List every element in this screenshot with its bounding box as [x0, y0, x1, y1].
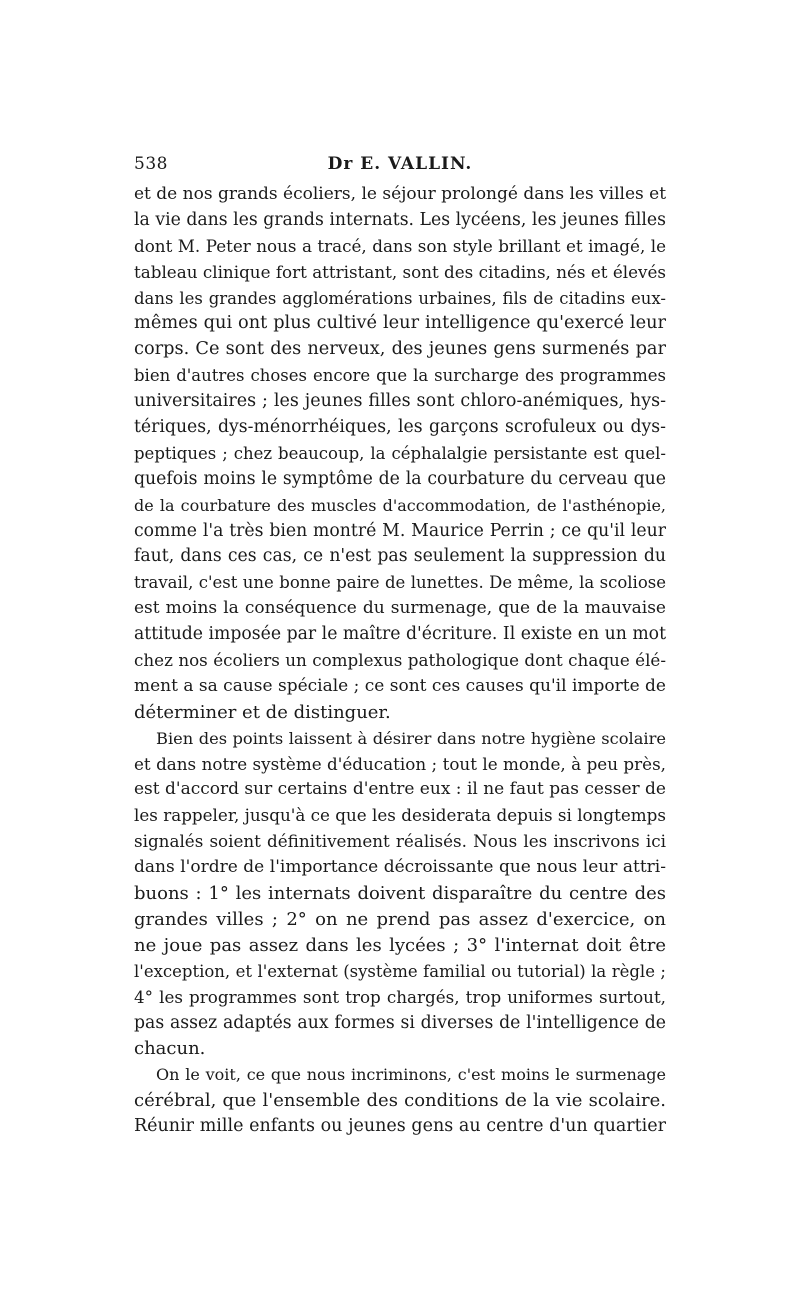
text-line: comme l'a très bien montré M. Maurice Perrin ; ce qu'il leur	[134, 520, 666, 541]
text-line: de la courbature des muscles d'accommodation, de l'asthénopie,	[134, 495, 666, 515]
text-line: faut, dans ces cas, ce n'est pas seulement la suppression du	[134, 546, 666, 567]
text-line: grandes villes ; 2° on ne prend pas assez d'exercice, on	[134, 908, 666, 930]
text-line: peptiques ; chez beaucoup, la céphalalgie persistante est quel-	[134, 443, 666, 463]
text-line: Réunir mille enfants ou jeunes gens au centre d'un quartier	[134, 1116, 666, 1137]
text-line: ment a sa cause spéciale ; ce sont ces causes qu'il importe de	[134, 675, 666, 696]
text-line: tableau clinique fort attristant, sont des citadins, nés et élevés	[134, 261, 666, 282]
text-line: l'exception, et l'externat (système familial ou tutorial) la règle ;	[134, 961, 666, 981]
text-line: universitaires ; les jeunes filles sont chloro-anémiques, hys-	[134, 391, 666, 412]
text-line: bien d'autres choses encore que la surcharge des programmes	[134, 366, 666, 386]
paragraph-end-line: chacun.	[134, 1038, 206, 1060]
text-line: est moins la conséquence du surmenage, que de la mauvaise	[134, 598, 666, 619]
running-title: Dr E. VALLIN.	[327, 154, 473, 174]
text-line: 4° les programmes sont trop chargés, trop uniformes surtout,	[134, 986, 666, 1007]
text-line: les rappeler, jusqu'à ce que les desiderata depuis si longtemps	[134, 805, 666, 826]
text-line: mêmes qui ont plus cultivé leur intelligence qu'exercé leur	[134, 313, 666, 334]
text-line: est d'accord sur certains d'entre eux : il ne faut pas cesser de	[134, 779, 666, 800]
text-line: dont M. Peter nous a tracé, dans son style brillant et imagé, le	[134, 235, 666, 256]
paragraph-start-line: Bien des points laissent à désirer dans notre hygiène scolaire	[156, 728, 666, 748]
text-line: pas assez adaptés aux formes si diverses de l'intelligence de	[134, 1012, 666, 1033]
text-line: buons : 1° les internats doivent disparaître du centre des	[134, 883, 666, 905]
paragraph-end-line: déterminer et de distinguer.	[134, 701, 391, 723]
text-line: tériques, dys-ménorrhéiques, les garçons scrofuleux ou dys-	[134, 417, 666, 438]
text-line: ne joue pas assez dans les lycées ; 3° l'internat doit être	[134, 934, 666, 956]
page-number: 538	[134, 154, 168, 174]
text-line: travail, c'est une bonne paire de lunettes. De même, la scoliose	[134, 573, 666, 593]
text-line: dans l'ordre de l'importance décroissante que nous leur attri-	[134, 857, 666, 878]
text-line: attitude imposée par le maître d'écriture. Il existe en un mot	[134, 624, 666, 645]
text-line: dans les grandes agglomérations urbaines, fils de citadins eux-	[134, 288, 666, 308]
text-line: signalés soient définitivement réalisés. Nous les inscrivons ici	[134, 831, 666, 852]
text-line: chez nos écoliers un complexus pathologique dont chaque élé-	[134, 650, 666, 671]
text-line: et dans notre système d'éducation ; tout le monde, à peu près,	[134, 753, 666, 774]
text-line: et de nos grands écoliers, le séjour prolongé dans les villes et	[134, 184, 667, 204]
text-line: corps. Ce sont des nerveux, des jeunes gens surmenés par	[134, 339, 666, 360]
body-text	[134, 182, 666, 1140]
text-line: la vie dans les grands internats. Les lycéens, les jeunes filles	[134, 209, 666, 230]
running-head	[134, 154, 666, 180]
text-line: cérébral, que l'ensemble des conditions de la vie scolaire.	[134, 1090, 666, 1112]
text-line: quefois moins le symptôme de la courbature du cerveau que	[134, 468, 666, 489]
paragraph-start-line: On le voit, ce que nous incriminons, c'est moins le surmenage	[156, 1065, 666, 1085]
